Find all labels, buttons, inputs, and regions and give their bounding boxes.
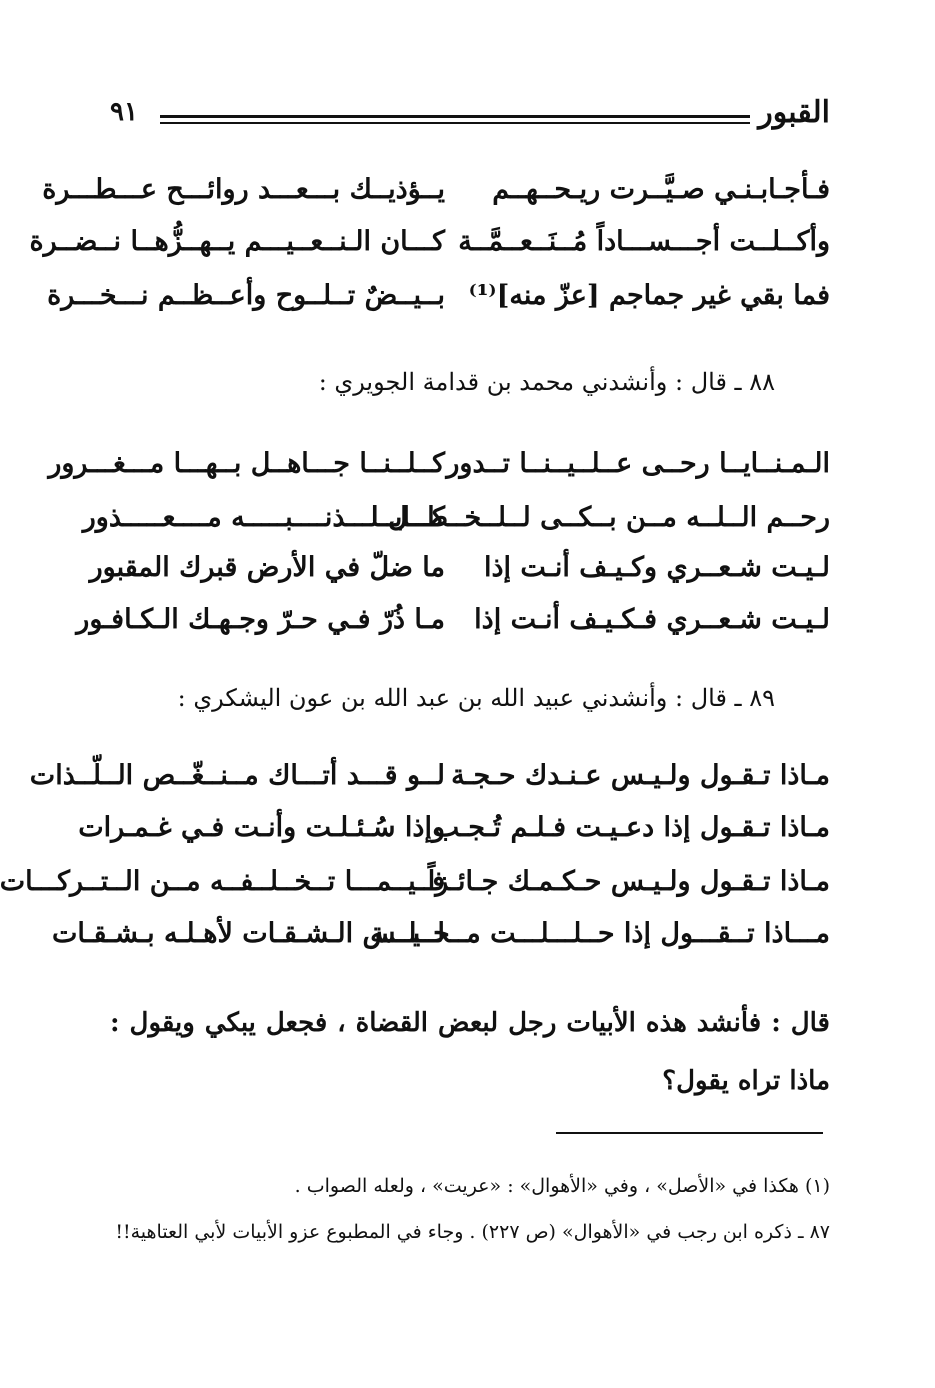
first-hemistich: لـيـت شـعــري وكـيـف أنـت إذا <box>484 552 830 583</box>
closing-paragraph: قال : فأنشد هذه الأبيات رجل لبعض القضاة ، فجعل يبكي ويقول : ماذا تراه يقول؟ <box>110 1008 830 1096</box>
first-hemistich: مـــاذا تــقـــول إذا حــلـــلـــت مــحــلـــة <box>370 918 830 949</box>
second-hemistich: وإذا سُـئـلـت وأنـت فـي غـمـرات <box>78 812 445 843</box>
poem-verse <box>89 552 830 598</box>
poem-verse <box>76 604 830 650</box>
page-header <box>110 95 830 145</box>
first-hemistich: مـاذا تـقـول ولـيـس عـنـدك حـجـة <box>451 760 830 791</box>
second-hemistich: كـــل لـــذنــــبـــــه مــــعـــــذور <box>82 502 445 533</box>
first-hemistich: فما بقي غير جماجم [عزّ منه]⁽¹⁾ <box>468 280 830 311</box>
running-title: القبور <box>758 95 830 130</box>
page-number: ٩١ <box>110 97 138 127</box>
first-hemistich: رحــم الــلــه مــن بــكــى لــلــخــطــايــا <box>370 502 830 533</box>
first-hemistich: مـاذا تـقـول ولـيـس حـكـمـك جـائـزاً <box>427 866 830 897</box>
header-rule <box>160 115 750 118</box>
footnote-separator <box>556 1132 823 1134</box>
poem-verse <box>47 280 830 326</box>
first-hemistich: وأكــلــت أجـــســـاداً مُــنَــعــمَّــة <box>458 226 830 257</box>
first-hemistich: مـاذا تـقـول إذا دعـيـت فـلـم تُـجـب <box>433 812 830 843</box>
second-hemistich: كــلــنــا جـــاهــل بــهـــا مـــغـــرور <box>48 448 445 479</box>
first-hemistich: الـمـنــايــا رحــى عــلــيــنــا تــدور <box>446 448 830 479</box>
poem-verse <box>29 226 830 272</box>
second-hemistich: ما ضلّ في الأرض قبرك المقبور <box>89 552 445 583</box>
second-hemistich: مـا ذُرّ فـي حـرّ وجـهـك الـكـافـور <box>76 604 445 635</box>
poem-verse <box>42 174 830 220</box>
second-hemistich: بــيــضٌ تــلــوح وأعــظــم نـــخـــرة <box>47 280 445 311</box>
poem-verse <box>0 866 830 912</box>
first-hemistich: لـيـت شـعــري فـكـيـف أنـت إذا <box>474 604 830 635</box>
second-hemistich: يــؤذيــك بـــعـــد روائـــح عـــطـــرة <box>42 174 445 205</box>
header-rule-secondary <box>160 122 750 124</box>
poem-verse <box>29 760 830 806</box>
footnote-1: (١) هكذا في «الأصل» ، وفي «الأهوال» : «عريت» ، ولعله الصواب . <box>294 1175 830 1197</box>
footnote-87: ٨٧ ـ ذكره ابن رجب في «الأهوال» (ص ٢٢٧) . وجاء في المطبوع عزو الأبيات لأبي العتاهية!! <box>115 1221 830 1243</box>
section-88-intro: ٨٨ ـ قال : وأنشدني محمد بن قدامة الجويري : <box>318 368 775 396</box>
second-hemistich: لــيــس الـشـقـات لأهـلـه بـشـقـات <box>52 918 445 949</box>
poem-verse <box>52 918 830 964</box>
poem-verse <box>48 448 830 494</box>
section-89-intro: ٨٩ ـ قال : وأنشدني عبيد الله بن عبد الله بن عون اليشكري : <box>177 684 775 712</box>
first-hemistich: فـأجـابـنـي صـيَّــرت ريـحــهــم <box>492 174 830 205</box>
second-hemistich: لــو قـــد أتـــاك مــنــغّــص الــلّــذات <box>29 760 445 791</box>
poem-verse <box>78 812 830 858</box>
second-hemistich: فــيــمـــا تــخــلــفــه مــن الــتــركـــات <box>0 866 445 897</box>
poem-verse <box>82 502 830 548</box>
second-hemistich: كـــان الـنــعــيـــم يــهــزُّهــا نــضــرة <box>29 226 445 257</box>
